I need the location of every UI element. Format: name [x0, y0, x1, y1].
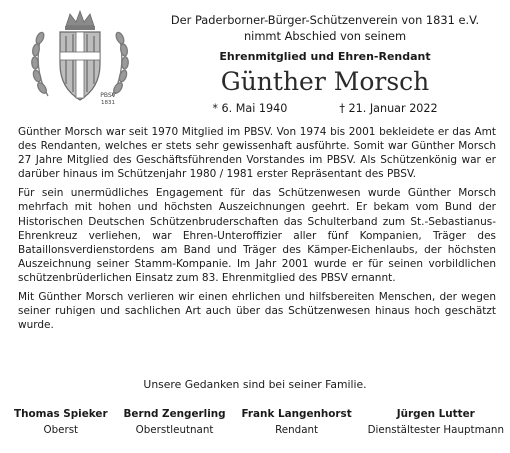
signer-name: Frank Langenhorst: [241, 408, 352, 420]
signer-name: Bernd Zengerling: [123, 408, 226, 420]
birth-date: * 6. Mai 1940: [212, 102, 288, 115]
emblem-year: 1831: [101, 100, 115, 106]
notice-header: [140, 12, 510, 116]
signer-role: Oberst: [43, 424, 79, 436]
honorary-title: Ehrenmitglied und Ehren-Rendant: [219, 50, 431, 63]
signer-name: Jürgen Lutter: [396, 408, 475, 420]
club-crest-icon: [26, 8, 134, 108]
emblem-label: PBSV: [100, 92, 116, 99]
obituary-body: [18, 125, 496, 337]
paragraph-honours: Für sein unermüdliches Engagement für das Schützenwesen wurde Günther Morsch mehrfach mit hohen und höchsten Auszeichnungen geehrt. Er bekam vom Bund der Historischen Deutschen Schützenbruderschaften das Schulterband zum St.-Sebastianus-Ehrenkreuz verliehen, war Ehren-Unteroffizier aller fünf Kompanien, Träger des Bataillonsverdienstordens am Band und Träger des Kämper-Eichenlaubs, der höchsten Auszeichnung seiner Stamm-Kompanie. Im Jahr 2001 wurde er für seinen vorbildlichen schützenbrüderlichen Einsatz zum 83. Ehrenmitglied des PBSV ernannt.: [18, 187, 496, 284]
family-condolence: Unsere Gedanken sind bei seiner Familie.: [143, 378, 367, 391]
signer-zengerling: [124, 407, 226, 438]
signer-role: Dienstältester Hauptmann: [367, 424, 504, 436]
death-date: † 21. Januar 2022: [339, 102, 438, 115]
signer-lutter: [368, 407, 504, 438]
association-name: Der Paderborner-Bürger-Schützenverein von 1831 e.V.: [170, 13, 480, 27]
farewell-line: nimmt Abschied von seinem: [243, 29, 407, 43]
deceased-name: Günther Morsch: [220, 67, 430, 96]
signer-langenhorst: [241, 407, 351, 438]
signer-role: Oberstleutnant: [135, 424, 214, 436]
signatories: [14, 407, 504, 438]
paragraph-career: Günther Morsch war seit 1970 Mitglied im PBSV. Von 1974 bis 2001 bekleidete er das Amt des Rendanten, welches er stets sehr gewissenhaft ausführte. Somit war Günther Morsch 27 Jahre Mitglied des Geschäftsführenden Vorstandes im PBSV. Als Schützenkönig war er darüber hinaus im Schützenjahr 1980 / 1981 erster Repräsentant des PBSV.: [18, 126, 496, 181]
signer-role: Rendant: [275, 424, 319, 436]
signer-spieker: [14, 407, 108, 438]
signer-name: Thomas Spieker: [14, 408, 108, 420]
paragraph-farewell: Mit Günther Morsch verlieren wir einen ehrlichen und hilfsbereiten Menschen, der wegen seiner ruhigen und sachlichen Art auch über das Schützenwesen hinaus hoch geschätzt wurde.: [18, 291, 496, 332]
life-dates: [140, 101, 510, 116]
